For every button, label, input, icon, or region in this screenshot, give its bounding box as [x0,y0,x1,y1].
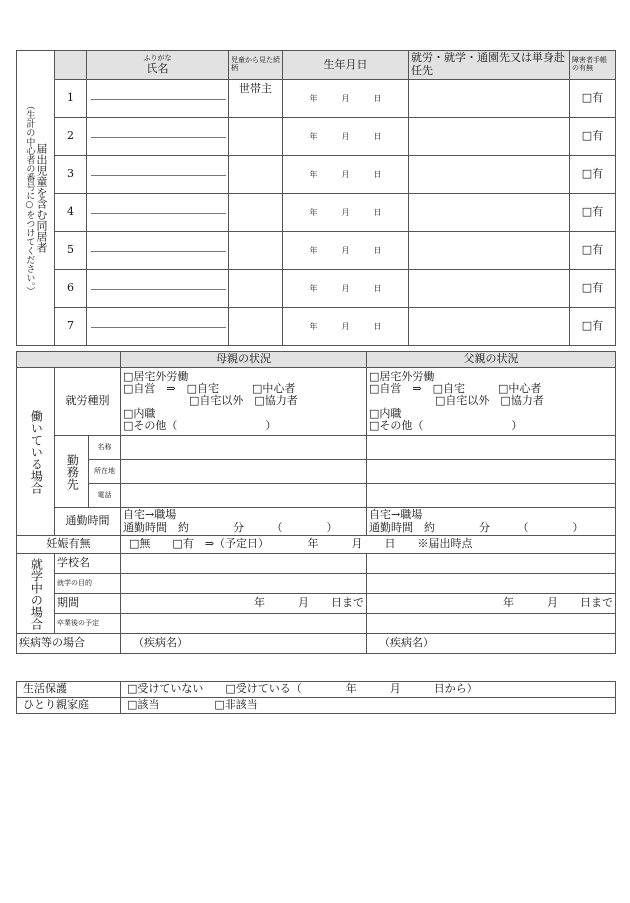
col-work-header: 就労・就学・通園先又は単身赴任先 [409,51,570,80]
disability-checkbox[interactable]: □有 [570,194,616,232]
working-side-label: 働いている場合 [17,368,55,536]
parents-status-table [16,351,616,654]
commute-label: 通勤時間 [55,508,121,536]
household-row [17,156,616,194]
mother-status-header: 母親の状況 [121,352,367,368]
father-workplace-phone[interactable] [367,484,616,508]
relation-field[interactable] [229,156,283,194]
illness-label: 疾病等の場合 [17,634,121,654]
birthdate-field[interactable]: 年 月 日 [283,194,409,232]
work-field[interactable] [409,118,570,156]
father-school-name[interactable] [367,554,616,574]
after-graduation-label: 卒業後の予定 [55,614,121,634]
father-commute[interactable]: 自宅→職場 通勤時間 約 分 （ ） [367,508,616,536]
work-field[interactable] [409,232,570,270]
father-workplace-name[interactable] [367,436,616,460]
birthdate-field[interactable]: 年 月 日 [283,308,409,346]
disability-checkbox[interactable]: □有 [570,232,616,270]
household-table [16,50,616,346]
pregnancy-label: 妊娠有無 [17,536,121,554]
household-row [17,80,616,118]
relation-field[interactable] [229,194,283,232]
father-study-purpose[interactable] [367,574,616,594]
father-illness-name[interactable]: （疾病名） [367,634,616,654]
pregnancy-options[interactable]: □無 □有 ⇒（予定日） 年 月 日 ※届出時点 [121,536,616,554]
mother-workplace-name[interactable] [121,436,367,460]
workplace-address-label: 所在地 [89,460,121,484]
mother-school-name[interactable] [121,554,367,574]
col-name-header: ふりがな 氏名 [87,51,229,80]
disability-checkbox[interactable]: □有 [570,270,616,308]
mother-commute[interactable]: 自宅→職場 通勤時間 約 分 （ ） [121,508,367,536]
name-field[interactable] [87,270,229,308]
mother-study-period[interactable]: 年 月 日まで [121,594,367,614]
birthdate-field[interactable]: 年 月 日 [283,156,409,194]
col-disability-header: 障害者手帳の有無 [570,51,616,80]
mother-study-purpose[interactable] [121,574,367,594]
father-workplace-address[interactable] [367,460,616,484]
col-relation-header: 児童から見た続柄 [229,51,283,80]
name-field[interactable] [87,156,229,194]
household-row [17,118,616,156]
col-birth-header: 生年月日 [283,51,409,80]
household-row [17,194,616,232]
name-field[interactable] [87,308,229,346]
workplace-label: 勤務先 [55,436,89,508]
household-row [17,308,616,346]
study-period-label: 期間 [55,594,121,614]
disability-checkbox[interactable]: □有 [570,80,616,118]
work-field[interactable] [409,270,570,308]
father-work-type[interactable]: □居宅外労働 □自営 ⇒ □自宅 □中心者 □自宅以外 □協力者 □内職 □その他（ ） [367,368,616,436]
household-row [17,232,616,270]
row-number: 6 [55,270,87,308]
household-side-label: 届出児童を含む同居者 （生計の中心者の番号に○をつけてください。） [17,51,55,346]
welfare-options[interactable]: □受けていない □受けている（ 年 月 日から） [121,682,616,698]
welfare-label: 生活保護 [17,682,121,698]
work-field[interactable] [409,80,570,118]
mother-illness-name[interactable]: （疾病名） [121,634,367,654]
workplace-phone-label: 電話 [89,484,121,508]
workplace-name-label: 名称 [89,436,121,460]
disability-checkbox[interactable]: □有 [570,308,616,346]
row-number: 2 [55,118,87,156]
relation-field[interactable] [229,118,283,156]
welfare-table [16,681,616,714]
disability-checkbox[interactable]: □有 [570,156,616,194]
work-field[interactable] [409,156,570,194]
work-field[interactable] [409,308,570,346]
mother-work-type[interactable]: □居宅外労働 □自営 ⇒ □自宅 □中心者 □自宅以外 □協力者 □内職 □その他（ ） [121,368,367,436]
name-field[interactable] [87,194,229,232]
row-number: 3 [55,156,87,194]
birthdate-field[interactable]: 年 月 日 [283,118,409,156]
name-field[interactable] [87,232,229,270]
father-after-graduation[interactable] [367,614,616,634]
studying-side-label: 就学中の場合 [17,554,55,634]
relation-field[interactable] [229,232,283,270]
household-row [17,270,616,308]
school-name-label: 学校名 [55,554,121,574]
birthdate-field[interactable]: 年 月 日 [283,80,409,118]
relation-field[interactable]: 世帯主 [229,80,283,118]
mother-workplace-address[interactable] [121,460,367,484]
relation-field[interactable] [229,308,283,346]
row-number: 5 [55,232,87,270]
birthdate-field[interactable]: 年 月 日 [283,232,409,270]
row-number: 1 [55,80,87,118]
single-parent-options[interactable]: □該当 □非該当 [121,698,616,714]
work-field[interactable] [409,194,570,232]
single-parent-label: ひとり親家庭 [17,698,121,714]
birthdate-field[interactable]: 年 月 日 [283,270,409,308]
father-study-period[interactable]: 年 月 日まで [367,594,616,614]
study-purpose-label: 就学の目的 [55,574,121,594]
mother-workplace-phone[interactable] [121,484,367,508]
father-status-header: 父親の状況 [367,352,616,368]
row-number: 7 [55,308,87,346]
mother-after-graduation[interactable] [121,614,367,634]
relation-field[interactable] [229,270,283,308]
row-number: 4 [55,194,87,232]
work-type-label: 就労種別 [55,368,121,436]
disability-checkbox[interactable]: □有 [570,118,616,156]
name-field[interactable] [87,80,229,118]
name-field[interactable] [87,118,229,156]
